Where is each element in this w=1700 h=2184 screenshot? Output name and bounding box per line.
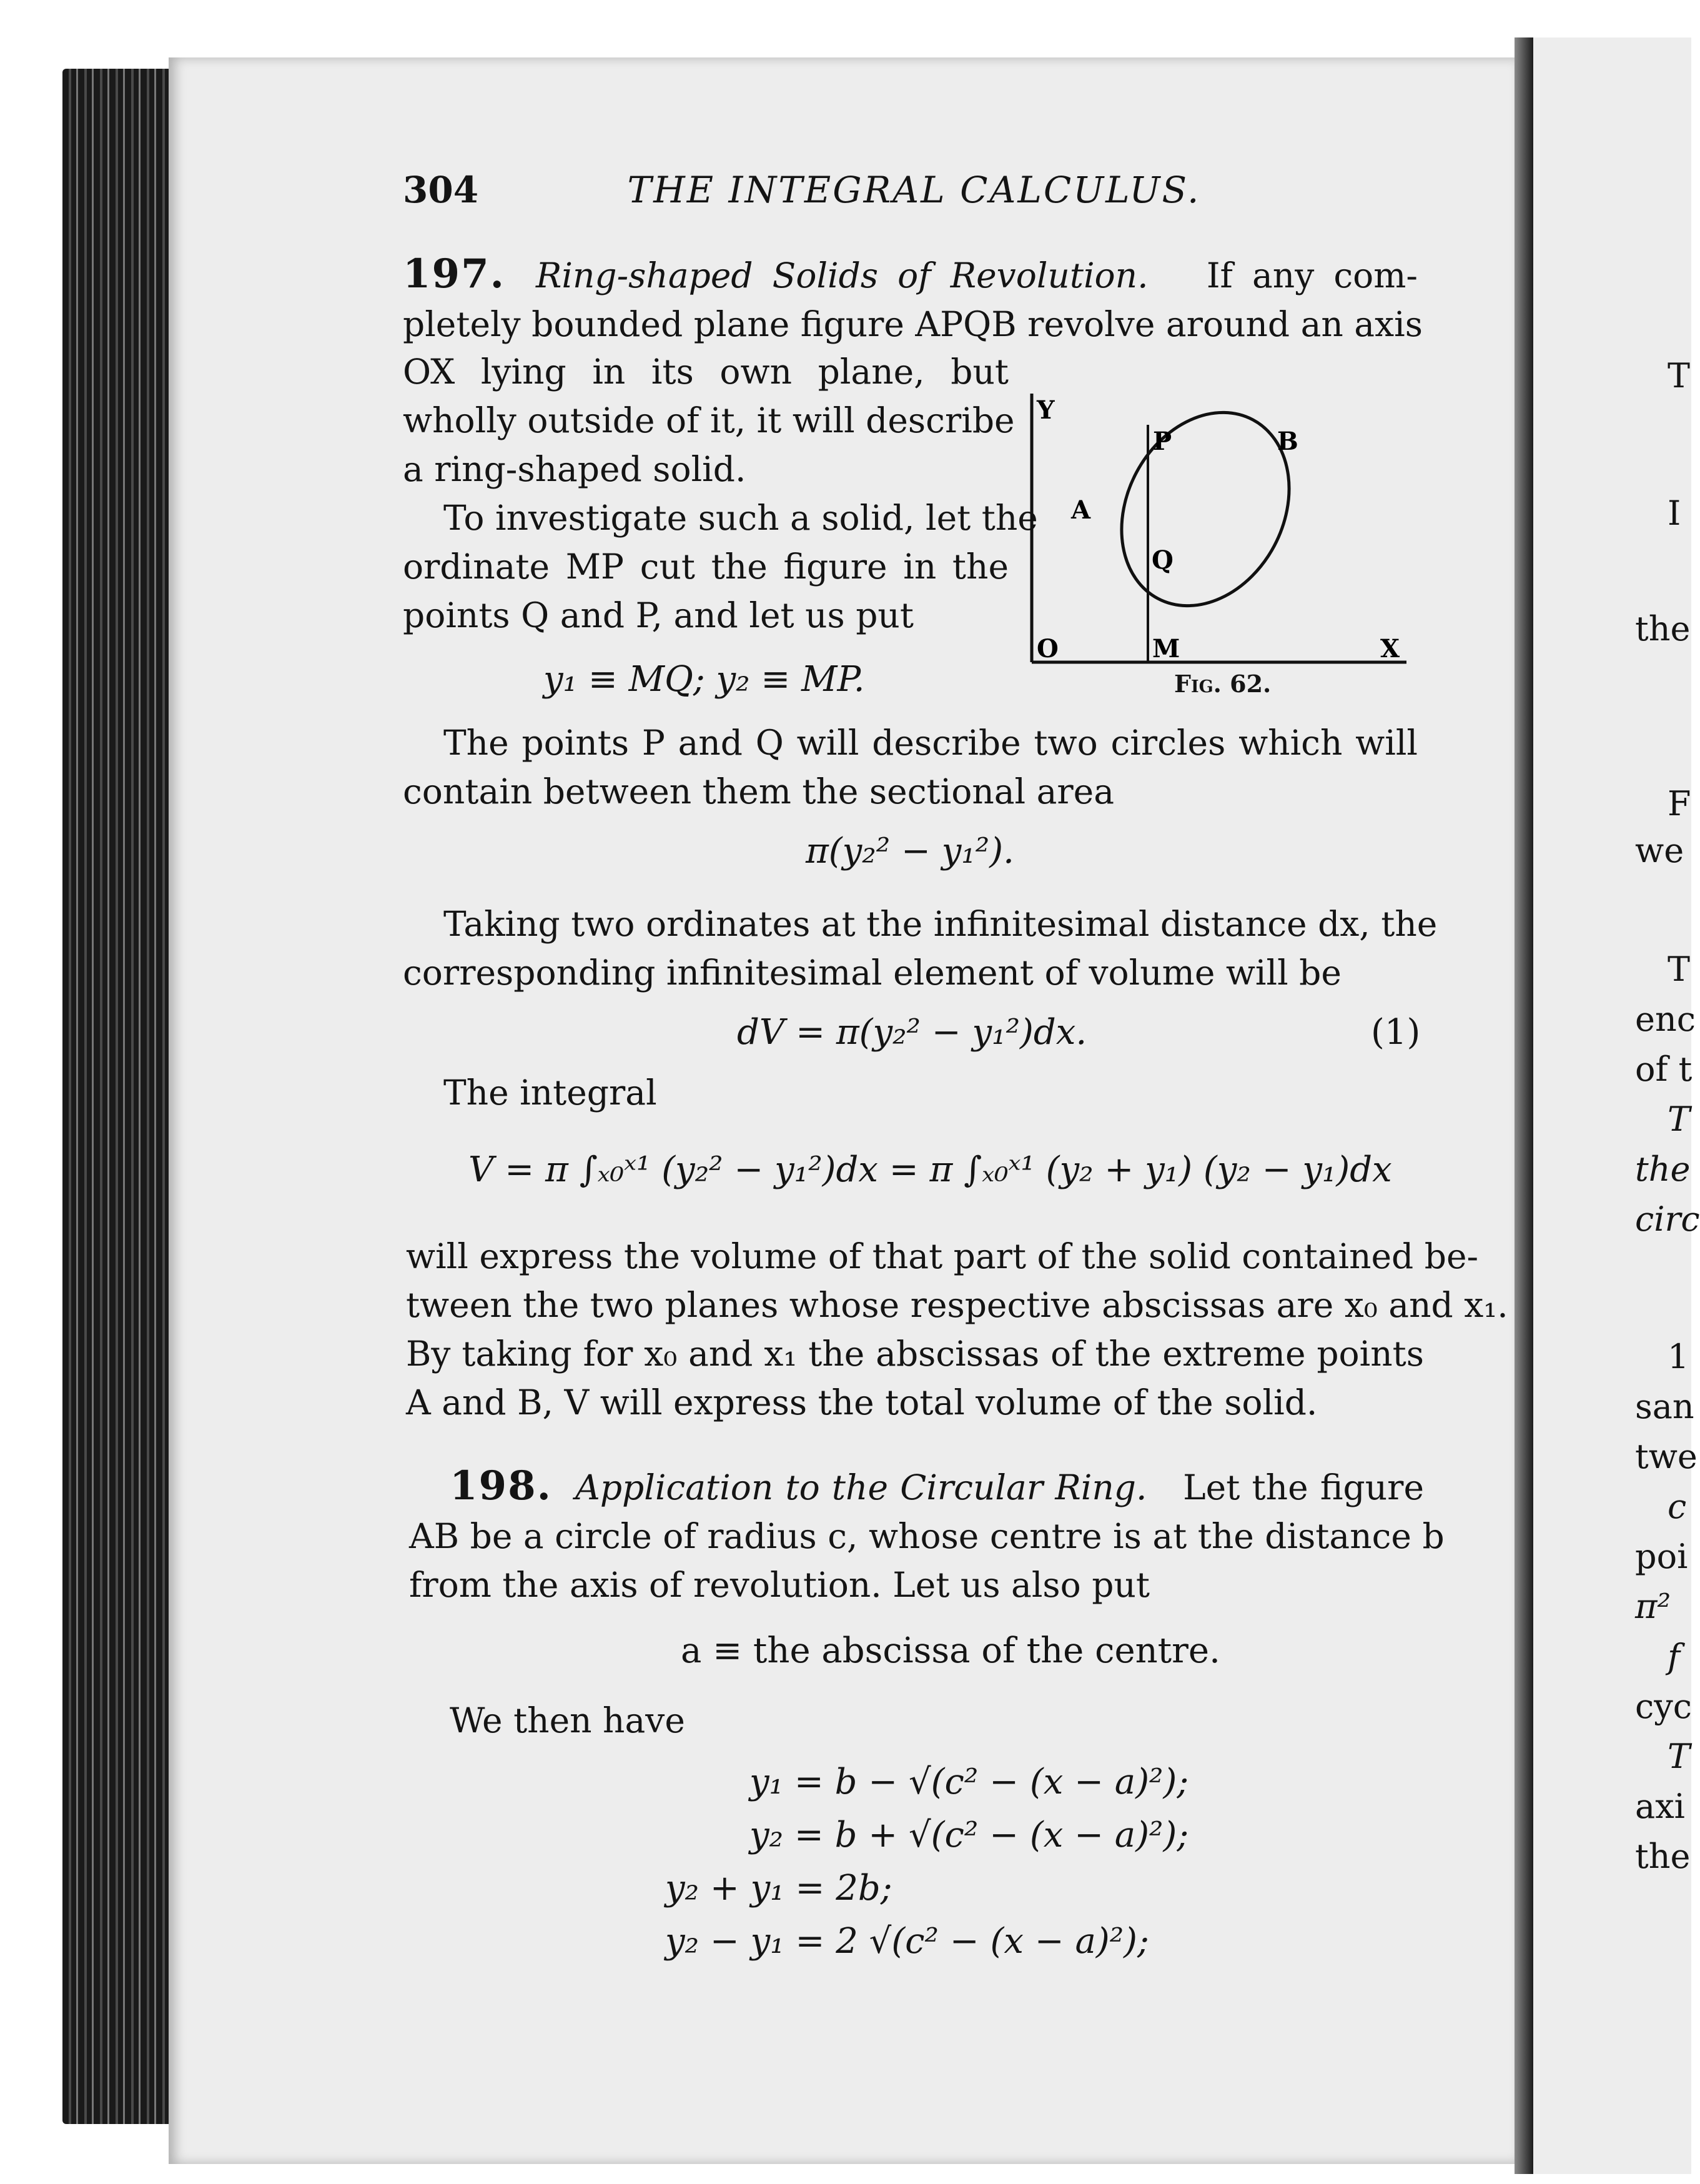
paragraph [403, 718, 1418, 816]
facing-page-fragment: san [1635, 1387, 1694, 1426]
facing-page-fragment: the [1635, 1837, 1691, 1876]
label-b: B [1277, 427, 1298, 456]
figure-caption: Fig. 62. [1174, 670, 1272, 698]
equation-number: (1) [1371, 1012, 1421, 1053]
section-number: 197. [403, 251, 505, 297]
text-line: Taking two ordinates at the infinitesimal distance dx, the [443, 904, 1438, 944]
text-line: A and B, V will express the total volume of the solid. [406, 1382, 1318, 1422]
facing-page-fragment: T [1668, 1737, 1691, 1776]
figure-62 [1024, 387, 1411, 687]
equation-dv: dV = π(y₂² − y₁²)dx. [737, 1012, 1087, 1053]
facing-page-fragment: π² [1635, 1587, 1671, 1626]
section-197-opening [403, 250, 1423, 349]
label-m: M [1152, 634, 1180, 663]
facing-page-fragment: poi [1635, 1537, 1688, 1576]
text-line: wholly outside of it, it will describe [403, 400, 1015, 440]
text-line: Let the figure [1183, 1467, 1425, 1507]
facing-page-fragment: axi [1635, 1787, 1685, 1826]
facing-page-fragment: T [1668, 950, 1691, 989]
book-page-edges [62, 69, 175, 2124]
equation-sum: y₂ + y₁ = 2b; [665, 1868, 892, 1909]
equation-abscissa: a ≡ the abscissa of the centre. [681, 1631, 1220, 1671]
label-p: P [1153, 427, 1172, 456]
text-line: pletely bounded plane figure APQB revolve around an axis [403, 304, 1423, 344]
paragraph [403, 900, 1438, 997]
text-line: The points P and Q will describe two circles which will [443, 723, 1418, 763]
facing-page-fragment: c [1668, 1487, 1687, 1526]
text-line: points Q and P, and let us put [403, 595, 914, 635]
facing-page-fragment: of t [1635, 1050, 1693, 1089]
text-line: a ring-shaped solid. [403, 449, 746, 489]
text-line: By taking for x₀ and x₁ the abscissas of the extreme points [406, 1334, 1424, 1374]
section-number: 198. [450, 1462, 552, 1509]
label-y: Y [1037, 395, 1055, 425]
facing-page-fragment: 1 [1668, 1337, 1689, 1376]
running-title: THE INTEGRAL CALCULUS. [627, 169, 1201, 211]
text-line: If any com- [1206, 256, 1418, 295]
text-line: contain between them the sectional area [403, 772, 1115, 812]
facing-page-fragment: T [1668, 1099, 1691, 1139]
facing-page-fragment: we [1635, 831, 1684, 870]
facing-page-fragment: the [1635, 609, 1691, 648]
text-line: The integral [443, 1073, 657, 1113]
running-head [403, 169, 1200, 211]
text-line: To investigate such a solid, let the [443, 498, 1038, 538]
label-q: Q [1152, 545, 1174, 575]
facing-page-fragment: cyc [1635, 1687, 1692, 1726]
equation-y1: y₁ = b − √(c² − (x − a)²); [749, 1762, 1189, 1802]
section-title: Application to the Circular Ring. [575, 1467, 1147, 1507]
label-x: X [1380, 634, 1400, 663]
text-line: We then have [450, 1700, 685, 1740]
text-line: will express the volume of that part of the solid contained be- [406, 1236, 1479, 1276]
facing-page-fragment: twe [1635, 1437, 1698, 1476]
section-title: Ring-shaped Solids of Revolution. [535, 256, 1149, 295]
equation-y2: y₂ = b + √(c² − (x − a)²); [749, 1815, 1189, 1855]
paragraph [443, 1068, 657, 1117]
figure-62-diagram [1024, 387, 1411, 687]
label-o: O [1037, 634, 1059, 663]
text-line: from the axis of revolution. Let us also put [409, 1565, 1150, 1605]
facing-page-fragment: the [1635, 1149, 1691, 1189]
equation-integral: V = π ∫ₓ₀ˣ¹ (y₂² − y₁²)dx = π ∫ₓ₀ˣ¹ (y₂ + y₁) (y₂ − y₁)dx [468, 1149, 1392, 1190]
section-197-narrow-column [403, 347, 1038, 640]
facing-page-fragment: F [1668, 784, 1691, 823]
facing-page-fragment: circ [1635, 1199, 1700, 1239]
equation-area: π(y₂² − y₁²). [806, 831, 1014, 871]
page-number: 304 [403, 169, 479, 211]
section-198 [409, 1462, 1445, 1609]
facing-page-fragment: T [1668, 356, 1691, 395]
equation-definitions: y₁ ≡ MQ; y₂ ≡ MP. [543, 659, 865, 700]
text-line: OX lying in its own plane, but [403, 352, 1009, 392]
paragraph [406, 1232, 1508, 1427]
text-line: corresponding infinitesimal element of volume will be [403, 953, 1342, 993]
book-gutter [1515, 37, 1533, 2174]
facing-page-fragment: f [1668, 1637, 1680, 1676]
text-line: ordinate MP cut the figure in the [403, 547, 1009, 587]
paragraph [450, 1696, 685, 1745]
text-line: AB be a circle of radius c, whose centre is at the distance b [409, 1516, 1445, 1556]
equation-difference: y₂ − y₁ = 2 √(c² − (x − a)²); [665, 1921, 1149, 1962]
label-a: A [1071, 495, 1091, 525]
plane-figure-apqb [1089, 383, 1322, 635]
facing-page-fragment: enc [1635, 1000, 1696, 1039]
text-line: tween the two planes whose respective abscissas are x₀ and x₁. [406, 1285, 1508, 1325]
facing-page-fragment: I [1668, 494, 1681, 533]
